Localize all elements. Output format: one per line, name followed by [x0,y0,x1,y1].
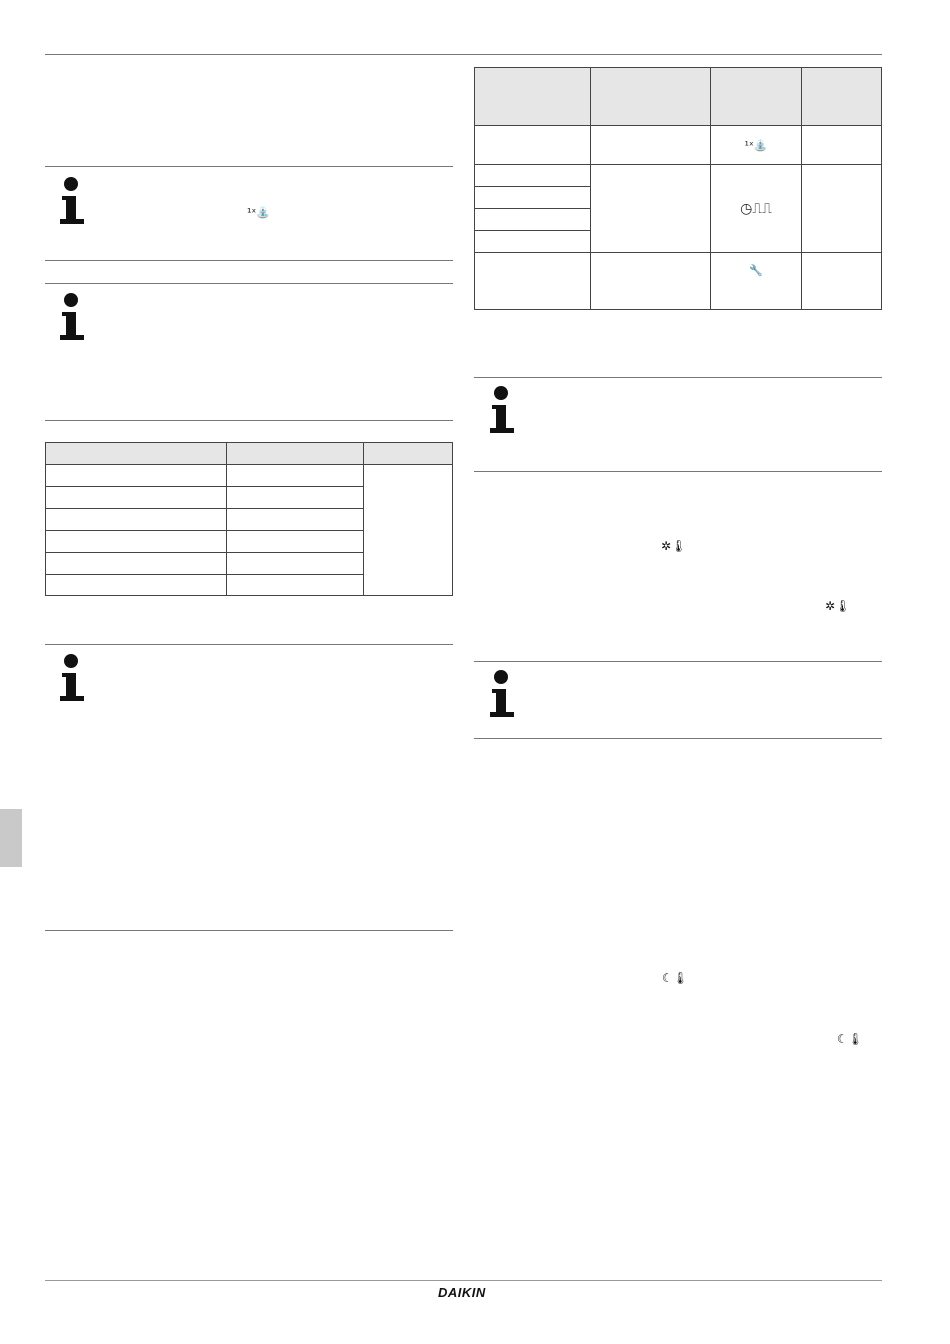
note-1-bottom-rule [45,260,453,261]
table-header-cell [475,68,591,126]
settings-table [45,442,453,596]
tap-icon: ¹ˣ⛲ [247,206,270,219]
clock-schedule-icon: ◷⎍⎍ [740,200,772,217]
info-icon [60,177,86,225]
mode-table [474,67,882,310]
table-cell [475,253,591,310]
table-cell [227,509,364,531]
table-cell [46,487,227,509]
table-header-cell [46,443,227,465]
note-3-bottom-rule [45,930,453,931]
table-cell [227,487,364,509]
table-header-cell [802,68,882,126]
table-cell [475,165,591,187]
table-cell [591,253,711,310]
note-1-top-rule [45,166,453,167]
table-cell [227,553,364,575]
table-cell [802,126,882,165]
note-4-bottom-rule [474,471,882,472]
table-cell-merged [591,165,711,253]
table-cell [46,575,227,596]
note-5-bottom-rule [474,738,882,739]
table-cell-merged [364,465,453,596]
sun-thermometer-icon: ✲🌡 [825,599,851,613]
table-cell [475,231,591,253]
table-row [475,253,882,310]
note-2-bottom-rule [45,420,453,421]
sun-thermometer-icon: ✲🌡 [661,539,687,553]
table-row [46,465,453,487]
table-cell [46,465,227,487]
side-tab-marker [0,809,22,867]
footer-rule [45,1280,882,1281]
table-header-cell [591,68,711,126]
brand-logo: DAIKIN [438,1285,486,1300]
table-cell [46,509,227,531]
table-cell [46,553,227,575]
info-icon [60,293,86,341]
table-cell [802,253,882,310]
table-header-cell [711,68,802,126]
table-cell [475,209,591,231]
table-cell [591,126,711,165]
note-3-top-rule [45,644,453,645]
table-header-row [46,443,453,465]
table-header-cell [364,443,453,465]
table-cell [46,531,227,553]
table-row [475,126,882,165]
tap-icon: ¹ˣ⛲ [744,139,768,152]
table-cell-icon [711,165,802,253]
note-2-top-rule [45,283,453,284]
info-icon [490,670,516,718]
table-header-row [475,68,882,126]
table-cell [475,126,591,165]
note-4-top-rule [474,377,882,378]
table-cell-icon [711,253,802,310]
table-row [475,165,882,187]
table-cell [475,187,591,209]
note-5-top-rule [474,661,882,662]
table-cell-merged [802,165,882,253]
header-rule [45,54,882,55]
moon-thermometer-icon: ☾🌡 [662,971,688,985]
moon-thermometer-icon: ☾🌡 [837,1032,863,1046]
info-icon [490,386,516,434]
table-cell [227,531,364,553]
table-cell [227,575,364,596]
table-cell [227,465,364,487]
table-cell-icon [711,126,802,165]
wrench-icon: 🔧 [749,264,763,277]
table-header-cell [227,443,364,465]
info-icon [60,654,86,702]
